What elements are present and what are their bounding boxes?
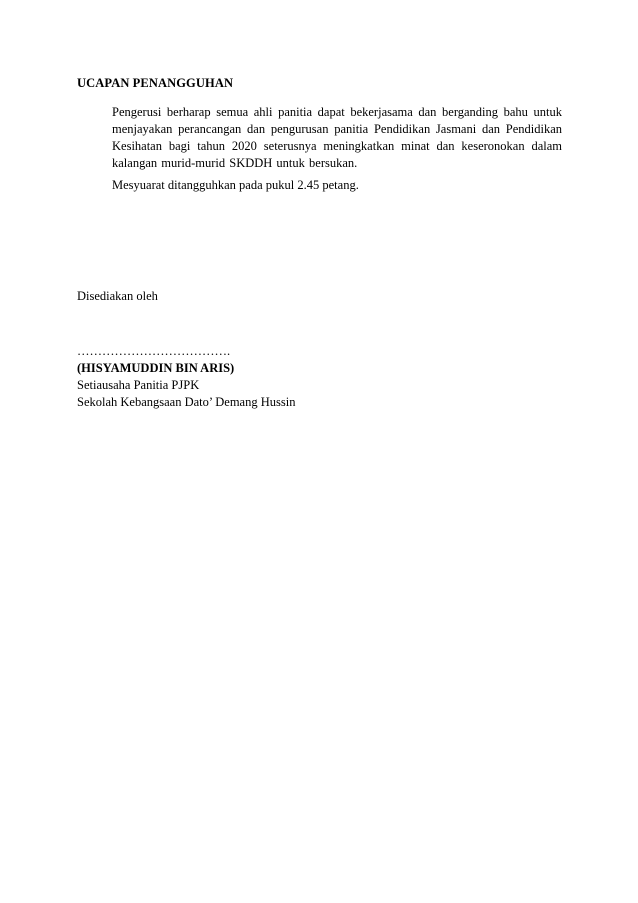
signatory-position: Setiausaha Panitia PJPK <box>77 378 200 392</box>
signature-dotted-line: ………………………………. <box>77 344 231 358</box>
section-heading: UCAPAN PENANGGUHAN <box>77 76 234 90</box>
signatory-school: Sekolah Kebangsaan Dato’ Demang Hussin <box>77 395 296 409</box>
prepared-by-label: Disediakan oleh <box>77 289 158 303</box>
signature-block <box>77 343 295 411</box>
signatory-name: (HISYAMUDDIN BIN ARIS) <box>77 361 235 375</box>
closing-remarks-paragraph: Pengerusi berharap semua ahli panitia dapat bekerjasama dan berganding bahu untuk menjayakan perancangan dan pengurusan panitia Pendidikan Jasmani dan Pendidikan Kesihatan bagi tahun 2020 seterusnya meningkatkan minat dan keseronokan dalam kalangan murid-murid SKDDH untuk bersukan. <box>112 105 562 170</box>
adjournment-statement: Mesyuarat ditangguhkan pada pukul 2.45 petang. <box>112 178 359 192</box>
